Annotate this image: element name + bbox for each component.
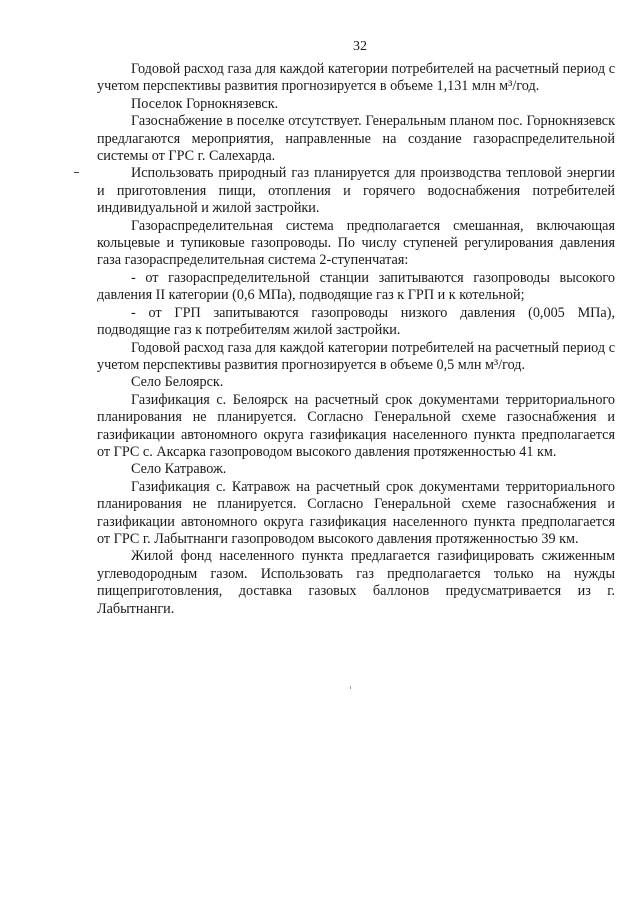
paragraph-katravozh-gasification: Газификация с. Катравож на расчетный срок документами территориального планирования не планируется. Согласно Генеральной схеме газоснабжения и газификации автономного округа газификация населенного пункта предполагается от ГРС г. Лабытнанги газопроводом высокого давления протяженностью 39 км. xyxy=(97,478,615,547)
margin-mark xyxy=(74,172,79,173)
paragraph-lpg-housing: Жилой фонд населенного пункта предлагается газифицировать сжиженным углеводородным газом. Использовать газ предполагается только на нужды пищеприготовления, доставка газовых баллонов предусматривается из г. Лабытнанги. xyxy=(97,548,615,617)
list-item-high-pressure: - от газораспределительной станции запитываются газопроводы высокого давления II категории (0,6 МПа), подводящие газ к ГРП и к котельной; xyxy=(97,269,615,304)
paragraph-annual-consumption-1: Годовой расход газа для каждой категории потребителей на расчетный период с учетом перспективы развития прогнозируется в объеме 1,131 млн м³/год. xyxy=(97,61,615,95)
page-number: 32 xyxy=(353,39,367,54)
paragraph-natural-gas-use: Использовать природный газ планируется для производства тепловой энергии и приготовления пищи, отопления и горячего водоснабжения потребителей индивидуальной и жилой застройки. xyxy=(97,165,615,217)
paragraph-distribution-system: Газораспределительная система предполагается смешанная, включающая кольцевые и тупиковые газопроводы. По числу ступеней регулирования давления газа газораспределительная система 2-ступенчатая: xyxy=(97,217,615,269)
paragraph-gas-supply-absent: Газоснабжение в поселке отсутствует. Генеральным планом пос. Горнокнязевск предлагаются мероприятия, направленные на создание газораспределительной системы от ГРС г. Салехарда. xyxy=(97,113,615,165)
section-heading-beloyarsk: Село Белоярск. xyxy=(131,374,224,391)
scan-speck xyxy=(350,686,351,689)
section-heading-gornoknyazevsk: Поселок Горнокнязевск. xyxy=(131,95,279,112)
section-heading-katravozh: Село Катравож. xyxy=(131,461,227,478)
paragraph-annual-consumption-2: Годовой расход газа для каждой категории потребителей на расчетный период с учетом перспективы развития прогнозируется в объеме 0,5 млн м³/год. xyxy=(97,339,615,373)
document-body xyxy=(97,61,615,618)
list-item-low-pressure: - от ГРП запитываются газопроводы низкого давления (0,005 МПа), подводящие газ к потребителям жилой застройки. xyxy=(97,304,615,339)
paragraph-beloyarsk-gasification: Газификация с. Белоярск на расчетный срок документами территориального планирования не планируется. Согласно Генеральной схеме газоснабжения и газификации автономного округа газификация населенного пункта предполагается от ГРС с. Аксарка газопроводом высокого давления протяженностью 41 км. xyxy=(97,391,615,460)
